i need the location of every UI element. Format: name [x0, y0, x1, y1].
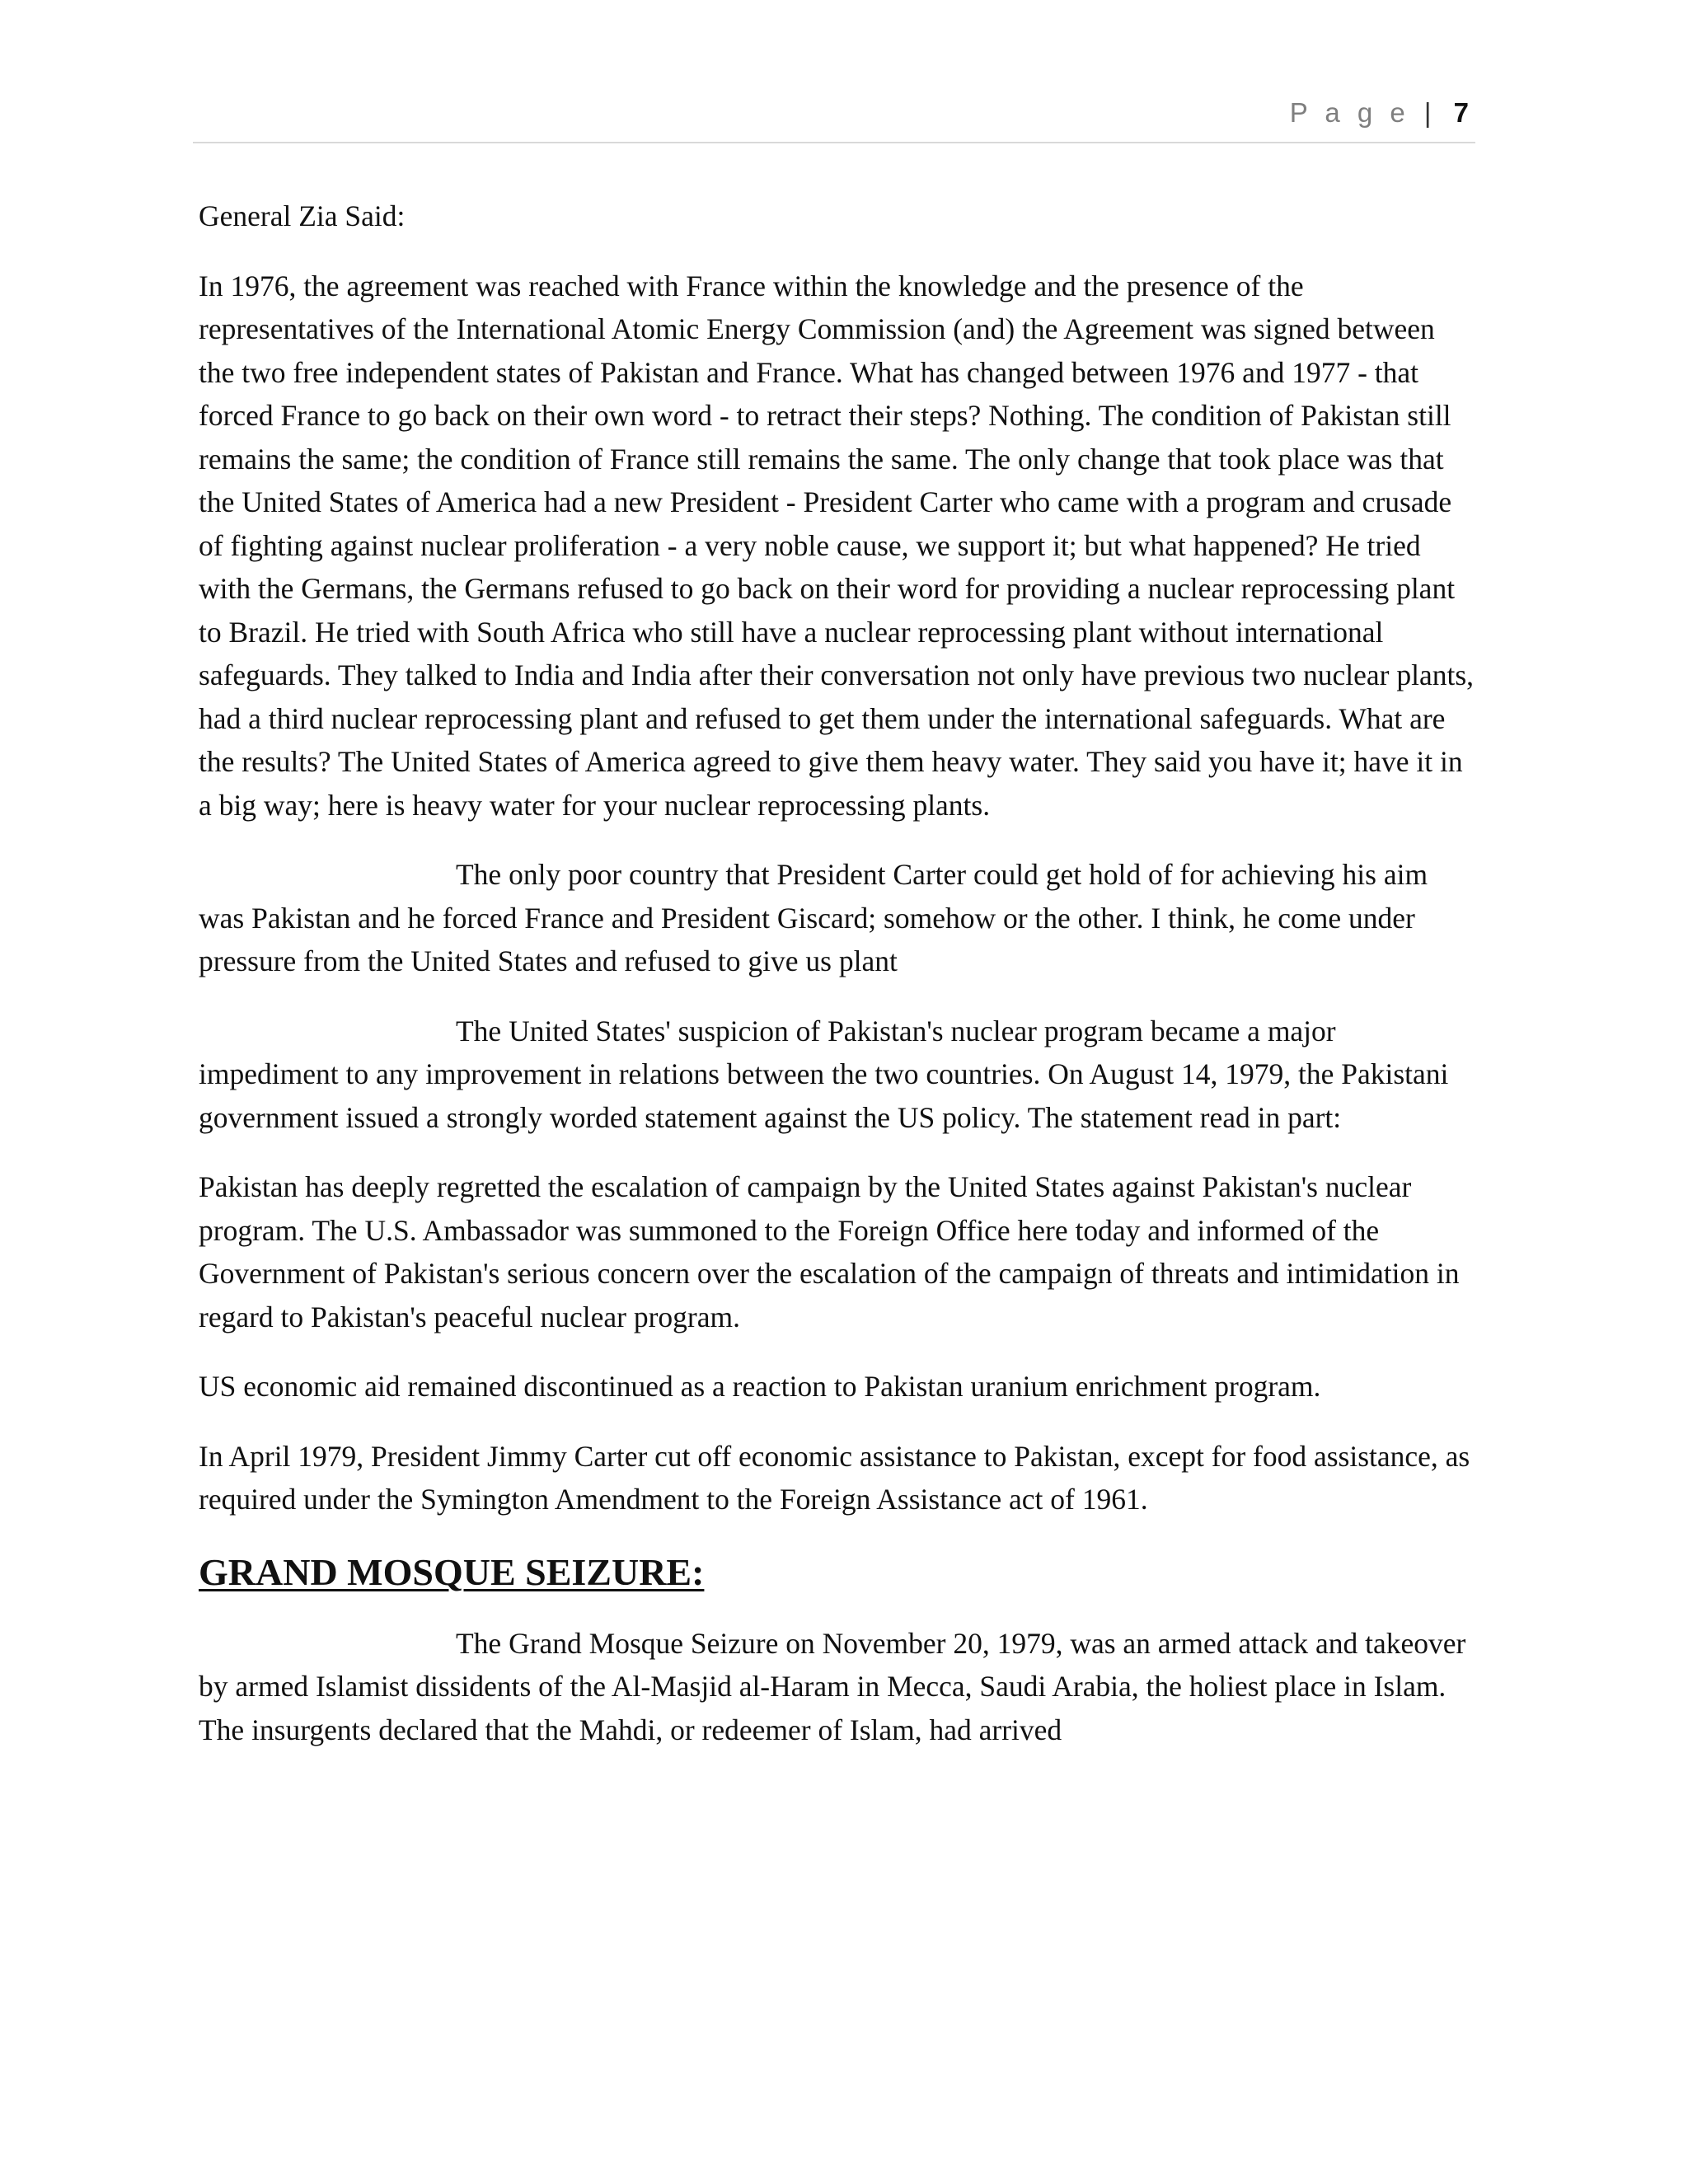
zia-quote-paragraph: In 1976, the agreement was reached with France within the knowledge and the presence of the representatives of the International Atomic Energy Commission (and) the Agreement was signed between the two free independent states of Pakistan and France. What has changed between 1976 and 1977 - that forced France to go back on their own word - to retract their steps? Nothing. The condition of Pakistan still remains the same; the condition of France still remains the same. The only change that took place was that the United States of America had a new President - President Carter who came with a program and crusade of fighting against nuclear proliferation - a very noble cause, we support it; but what happened? He tried with the Germans, the Germans refused to go back on their word for providing a nuclear reprocessing plant to Brazil. He tried with South Africa who still have a nuclear reprocessing plant without international safeguards. They talked to India and India after their conversation not only have previous two nuclear plants, had a third nuclear reprocessing plant and refused to get them under the international safeguards. What are the results? The United States of America agreed to give them heavy water. They said you have it; have it in a big way; here is heavy water for your nuclear reprocessing plants. — [199, 269, 1475, 822]
intro-line: General Zia Said: — [199, 199, 406, 232]
grand-mosque-paragraph: The Grand Mosque Seizure on November 20, 1979, was an armed attack and takeover by armed Islamist dissidents of the Al-Masjid al-Haram in Mecca, Saudi Arabia, the holiest place in Islam. The insurgents declared that the Mahdi, or redeemer of Islam, had arrived — [199, 1626, 1466, 1746]
page-separator: | — [1423, 97, 1432, 128]
page-label: P a g e — [1289, 97, 1410, 128]
statement-paragraph: Pakistan has deeply regretted the escalation of campaign by the United States against Pakistan's nuclear program. The U.S. Ambassador was summoned to the Foreign Office here today and informed of the Government of Pakistan's serious concern over the escalation of the campaign of threats and intimidation in regard to Pakistan's peaceful nuclear program. — [199, 1170, 1460, 1333]
aid-paragraph: US economic aid remained discontinued as a reaction to Pakistan uranium enrichment program. — [199, 1370, 1321, 1403]
page-number-value: 7 — [1453, 97, 1469, 128]
section-heading: GRAND MOSQUE SEIZURE: — [199, 1550, 705, 1593]
carter-paragraph: The only poor country that President Carter could get hold of for achieving his aim was Pakistan and he forced France and President Giscard; somehow or the other. I think, he come under pressure from the United States and refused to give us plant — [199, 858, 1428, 977]
suspicion-paragraph: The United States' suspicion of Pakistan's nuclear program became a major impediment to any improvement in relations between the two countries. On August 14, 1979, the Pakistani government issued a strongly worded statement against the US policy. The statement read in part: — [199, 1014, 1449, 1134]
document-body — [199, 194, 1475, 1778]
april-paragraph: In April 1979, President Jimmy Carter cut off economic assistance to Pakistan, except for food assistance, as required under the Symington Amendment to the Foreign Assistance act of 1961. — [199, 1439, 1470, 1516]
page-header — [193, 97, 1475, 143]
page-number — [1290, 97, 1469, 129]
